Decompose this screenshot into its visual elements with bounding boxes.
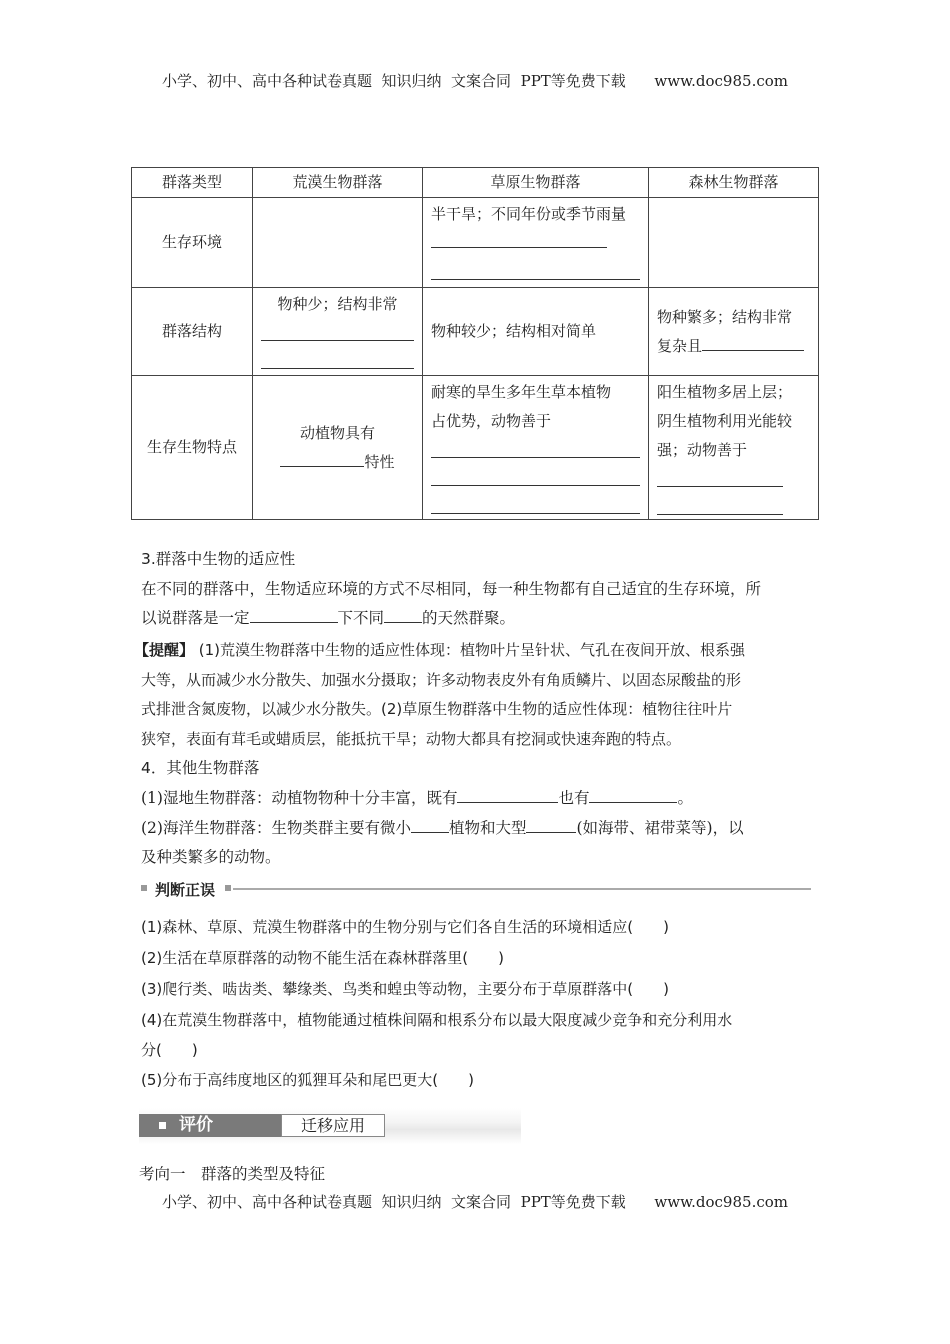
tip-paragraph: 大等，从而减少水分散失、加强水分摄取；许多动物表皮外有角质鳞片、以固态尿酸盐的形	[141, 671, 742, 689]
table-header: 森林生物群落	[649, 168, 819, 198]
judge-item: (2)生活在草原群落的动物不能生活在森林群落里( )	[141, 949, 504, 967]
paragraph: 以说群落是一定 下不同 的天然群聚。	[141, 609, 516, 627]
table-cell: 物种繁多；结构非常 复杂且	[649, 288, 819, 376]
paragraph: 在不同的群落中，生物适应环境的方式不尽相同，每一种生物都有自己适宜的生存环境，所	[141, 580, 762, 598]
table-header: 群落类型	[132, 168, 253, 198]
table-cell	[649, 198, 819, 288]
table-header: 草原生物群落	[423, 168, 649, 198]
page-footer: 小学、初中、高中各种试卷真题 知识归纳 文案合同 PPT等免费下载 www.doc985.com	[161, 1193, 788, 1211]
community-table	[131, 167, 819, 520]
section-4-title: 4．其他生物群落	[141, 759, 260, 777]
table-header: 荒漠生物群落	[253, 168, 423, 198]
tip-paragraph: 式排泄含氮废物，以减少水分散失。(2)草原生物群落中生物的适应性体现：植物往往叶片	[141, 700, 733, 718]
paragraph: (2)海洋生物群落：生物类群主要有微小 植物和大型 (如海带、裙带菜等)，以	[141, 819, 744, 837]
judge-item: 分( )	[141, 1041, 198, 1059]
banner-sublabel: 迁移应用	[281, 1114, 385, 1137]
row-label: 生存生物特点	[132, 376, 253, 520]
judge-item: (5)分布于高纬度地区的狐狸耳朵和尾巴更大( )	[141, 1071, 474, 1089]
table-cell: 物种较少；结构相对简单	[423, 288, 649, 376]
section-3-title: 3.群落中生物的适应性	[141, 550, 296, 568]
row-label: 群落结构	[132, 288, 253, 376]
table-cell: 动植物具有 特性	[253, 376, 423, 520]
table-cell: 耐寒的旱生多年生草本植物 占优势，动物善于	[423, 376, 649, 520]
paragraph: (1)湿地生物群落：动植物物种十分丰富，既有 也有 。	[141, 789, 693, 807]
judge-item: (4)在荒漠生物群落中，植物能通过植株间隔和根系分布以最大限度减少竞争和充分利用水	[141, 1011, 733, 1029]
row-label: 生存环境	[132, 198, 253, 288]
tip-paragraph: 【提醒】 (1)荒漠生物群落中生物的适应性体现：植物叶片呈针状、气孔在夜间开放、根系强	[134, 641, 746, 659]
banner-label: 评价	[139, 1114, 281, 1137]
evaluation-banner	[139, 1108, 521, 1144]
judge-item: (1)森林、草原、荒漠生物群落中的生物分别与它们各自生活的环境相适应( )	[141, 918, 669, 936]
direction-heading: 考向一 群落的类型及特征	[139, 1165, 326, 1183]
judge-section-heading: 判断正误	[141, 880, 811, 898]
table-cell: 物种少；结构非常	[253, 288, 423, 376]
page-header: 小学、初中、高中各种试卷真题 知识归纳 文案合同 PPT等免费下载 www.doc985.com	[161, 72, 788, 90]
paragraph: 及种类繁多的动物。	[141, 848, 281, 866]
judge-item: (3)爬行类、啮齿类、攀缘类、鸟类和蝗虫等动物，主要分布于草原群落中( )	[141, 980, 669, 998]
table-cell	[253, 198, 423, 288]
table-cell: 阳生植物多居上层； 阴生植物利用光能较 强；动物善于	[649, 376, 819, 520]
tip-paragraph: 狭窄，表面有茸毛或蜡质层，能抵抗干旱；动物大都具有挖洞或快速奔跑的特点。	[141, 730, 682, 748]
table-cell: 半干旱；不同年份或季节雨量	[423, 198, 649, 288]
